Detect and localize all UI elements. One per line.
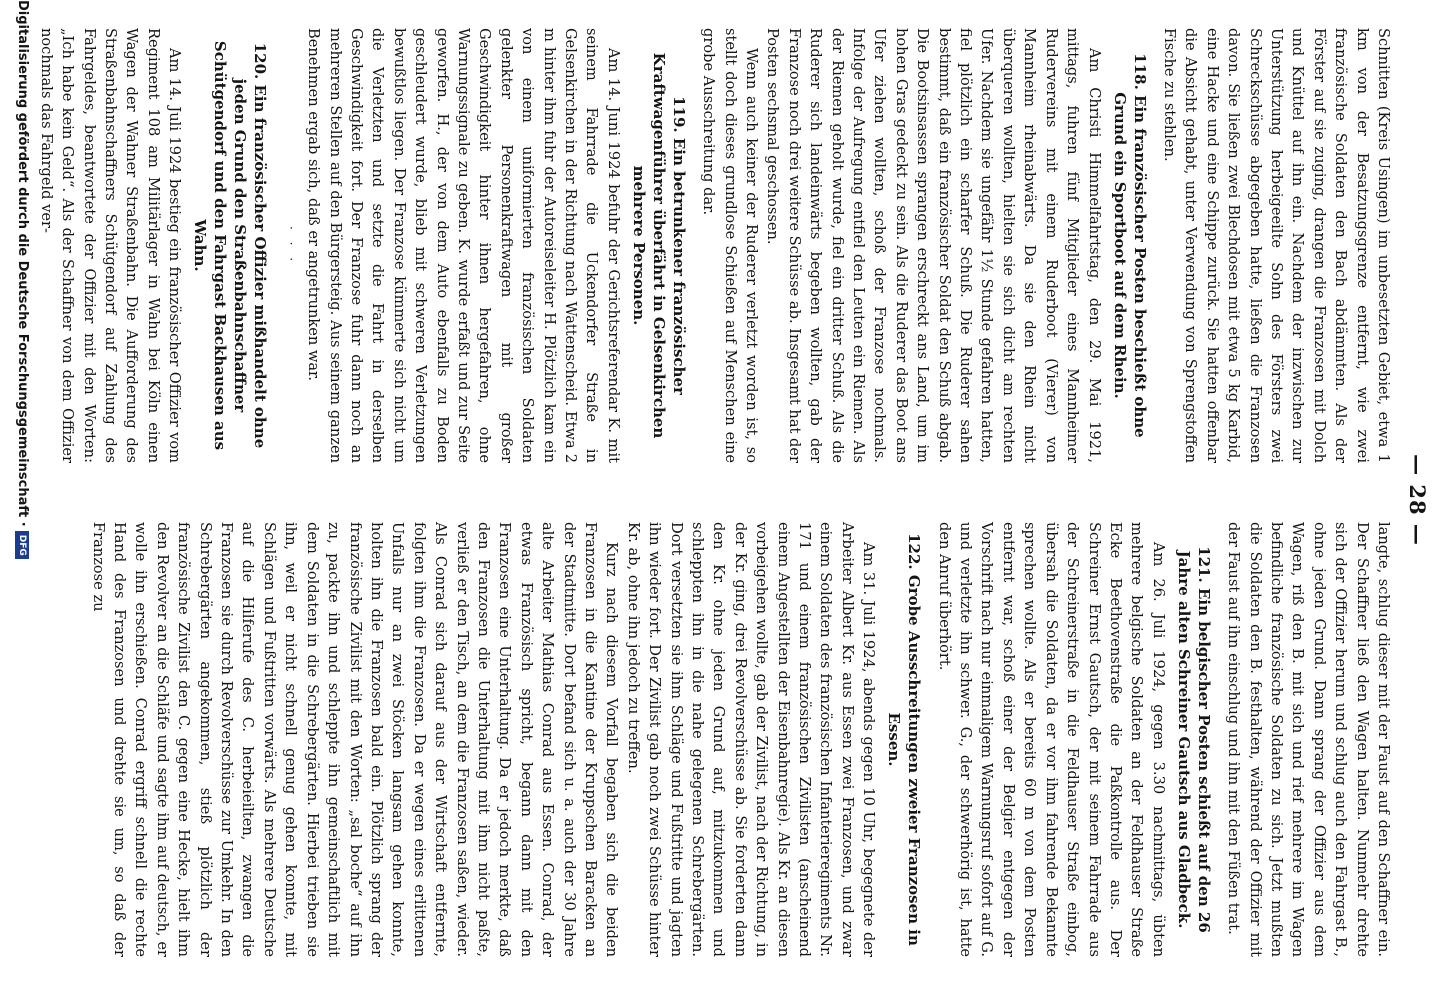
- paragraph: Am 14. Juni 1924 befuhr der Gerichtsreferendar K. mit seinem Fahrrade die Uckendorfer Straße in Gelsenkirchen in der Richtung nach Wattenscheid. Etwa 2 m hinter ihm fuhr der Autoreiseleiter H. Plötzlich kam ein von einem uniformierten französischen Soldaten gelenkter Personenkraftwagen mit großer Geschwindigkeit hinter ihnen hergefahren, ohne Warnungssignale zu geben. K. wurde erfaßt und zur Seite geworfen. H., der von dem Auto ebenfalls zu Boden geschleudert wurde, blieb mit schweren Verletzungen bewußtlos liegen. Der Franzose kümmerte sich nicht um die Verletzten und setzte die Fahrt in derselben Geschwindigkeit fort. Der Franzose fuhr dann noch an mehreren Stellen auf den Bürgersteig. Aus seinem ganzen Benehmen ergab sich, daß er angetrunken war.: [305, 28, 622, 463]
- paragraph: Kurz nach diesem Vorfall begaben sich die beiden Franzosen in die Kantine der Kruppschen Baracken an der Stadtmitte. Dort befand sich u. a. auch der 30 Jahre alte Arbeiter Mathias Conrad aus Essen. Conrad, der etwas Französisch spricht, begann dann mit den Franzosen eine Unterhaltung. Da er jedoch merkte, daß den Franzosen die Unterhaltung mit ihm nicht paßte, verließ er den Tisch, an dem die Franzosen saßen, wieder. Als Conrad sich darauf aus der Wirtschaft entfernte, folgten ihm die Franzosen. Da er wegen eines erlittenen Unfalls nur an zwei Stöcken langsam gehen konnte, holten ihn die Franzosen bald ein. Plötzlich sprang der französische Zivilist mit den Worten: „sal boche“ auf ihn zu, packte ihn und schleppte ihn gemeinschaftlich mit dem Soldaten in die Schrebergärten. Hierbei trieben sie ihn, weil er nicht schnell genug gehen konnte, mit Schlägen und Fußtritten vorwärts. Als mehrere Deutsche auf die Hilferufe des C. herbeieilten, zwangen die Franzosen sie durch Revolverschüsse zur Umkehr. In den Schrebergärten angekommen, stieß plötzlich der französische Zivilist den C. gegen eine Hecke, hielt ihm den Revolver an die Schläfe und sagte ihm auf deutsch, er wolle ihn erschießen. Conrad ergriff schnell die rechte Hand des Franzosen und drehte sie um, so daß der Franzose zu: [89, 522, 621, 957]
- section-heading-120: 120. Ein französischer Offizier mißhandelt ohne jeden Grund den Straßenbahnschaffner Schütgendorf und den Fahrgast Backhausen aus Wahn.: [191, 40, 270, 451]
- section-heading-118: 118. Ein französischer Posten beschießt ohne Grund ein Sportboot auf dem Rhein.: [1110, 53, 1149, 438]
- dfg-logo: DFG: [16, 531, 30, 559]
- paragraph: langte, schlug dieser mit der Faust auf den Schaffner ein. Der Schaffner ließ den Wagen halten. Nunmehr drehte sich der Offizier herum und schlug auch den Fahrgast B., ohne jeden Grund. Dann sprang der Offizier aus dem Wagen, riß den B. mit sich und rief mehrere im Wagen befindliche französische Soldaten zu sich. Jetzt mußten die Soldaten den B. festhalten, während der Offizier mit der Faust auf ihn einschlug und ihn mit den Füßen trat.: [1225, 522, 1392, 957]
- footer-text: Digitalisierung gefördert durch die Deutsche Forschungsgemeinschaft ·: [15, 0, 30, 527]
- left-column: [35, 28, 1394, 463]
- paragraph: Am 26. Juli 1924, gegen 3.30 nachmittags, übten mehrere belgische Soldaten an der Feldhauser Straße Ecke Beethovenstraße die Paßkontrolle aus. Der Schreiner Ernst Gautsch, der mit seinem Fahrrade aus der Schreinerstraße in die Feldhauser Straße einbog, übersah die Soldaten, da er vor ihm fahrende Bekannte sprechen wollte. Als er bereits 60 m von dem Posten entfernt war, schoß einer der Belgier entgegen der Vorschrift nach nur einmaligem Warnungsruf sofort auf G. und verletzte ihn schwer. G., der schwerhörig ist, hatte den Anruf überhört.: [935, 522, 1167, 957]
- paragraph: Schnitten (Kreis Usingen) im unbesetzten Gebiet, etwa 1 km von der Besatzungsgrenze entfernt, wie zwei französische Soldaten den Bach abdämmten. Als der Förster auf sie zuging, drangen die Franzosen mit Dolch und Knüttel auf ihn ein. Nachdem der inzwischen zur Unterstützung herbeigeeilte Sohn des Försters zwei Schreckschüsse abgegeben hatte, ließen die Franzosen davon. Sie ließen zwei Blechdosen mit etwa 5 kg Karbid, eine Hacke und eine Schippe zurück. Sie hatten offenbar die Absicht gehabt, unter Verwendung von Sprengstoffen Fische zu stehlen.: [1160, 28, 1392, 463]
- section-heading-122: 122. Grobe Ausschreitungen zweier Franzosen in Essen.: [885, 533, 924, 946]
- ornament-divider: · · ·: [283, 225, 298, 266]
- section-heading-119: 119. Ein betrunkener französischer Kraftwagenführer überfährt in Gelsenkirchen mehrere Personen.: [629, 52, 688, 439]
- footer: [15, 0, 30, 1000]
- section-heading-121: 121. Ein belgischer Posten schießt auf den 26 Jahre alten Schreiner Gautsch aus Gladbeck.: [1174, 546, 1213, 933]
- page-number: — 28 —: [1405, 454, 1430, 546]
- paragraph: Am 14. Juli 1924 bestieg ein französischer Offizier vom Regiment 108 am Militärlager in Wahn bei Köln einen Wagen der Wahner Straßenbahn. Die Aufforderung des Straßenbahnschaffners Schütgendorf auf Zahlung des Fahrgeldes, beantwortete der Offizier mit den Worten: „Ich habe kein Geld“. Als der Schaffner von dem Offizier nochmals das Fahrgeld ver-: [37, 28, 184, 463]
- paragraph: Am Christi Himmelfahrtstag, den 29. Mai 1921, mittags, fuhren fünf Mitglieder eines Mannheimer Rudervereins mit einem Ruderboot (Vierer) von Mannheim rheinabwärts. Da sie den Rhein nicht überqueren wollten, hielten sie sich dicht am rechten Ufer. Nachdem sie ungefähr 1½ Stunde gefahren hatten, fiel plötzlich ein scharfer Schuß. Die Ruderer sahen bestimmt, daß ein französischer Soldat den Schuß abgab. Die Bootsinsassen sprangen erschreckt ans Land, um im hohen Gras gedeckt zu sein. Als die Ruderer das Boot ans Ufer ziehen wollten, schoß der Franzose nochmals. Infolge der Aufregung entfiel den Leuten ein Riemen. Als der Riemen geholt wurde, fiel ein dritter Schuß. Als die Ruderer sich landeinwärts begeben wollten, gab der Franzose noch drei weitere Schüsse ab. Insgesamt hat der Posten sechsmal geschossen.: [764, 28, 1103, 463]
- right-column: [87, 522, 1394, 957]
- paragraph: Wenn auch keiner der Ruderer verletzt worden ist, so stellt doch dieses grundlose Schießen auf Menschen eine grobe Ausschreitung dar.: [700, 28, 761, 463]
- paragraph: Am 31. Juli 1924, abends gegen 10 Uhr, begegnete der Arbeiter Albert Kr. aus Essen zwei Franzosen, und zwar einem Soldaten des französischen Infanterieregiments Nr. 171 und einem französischen Zivilisten (anscheinend einem Angestellten der Eisenbahnregie). Als Kr. an diesen vorbeigehen wollte, gab der Zivilist, nach der Richtung, in der Kr. ging, drei Revolverschüsse ab. Sie forderten dann den Kr. ohne jeden Grund auf, mitzukommen und schleppten ihn in die nahe gelegenen Schrebergärten. Dort versetzten sie ihm Schläge und Fußtritte und jagten ihn wieder fort. Der Zivilist gab noch zwei Schüsse hinter Kr. ab, ohne ihn jedoch zu treffen.: [624, 522, 878, 957]
